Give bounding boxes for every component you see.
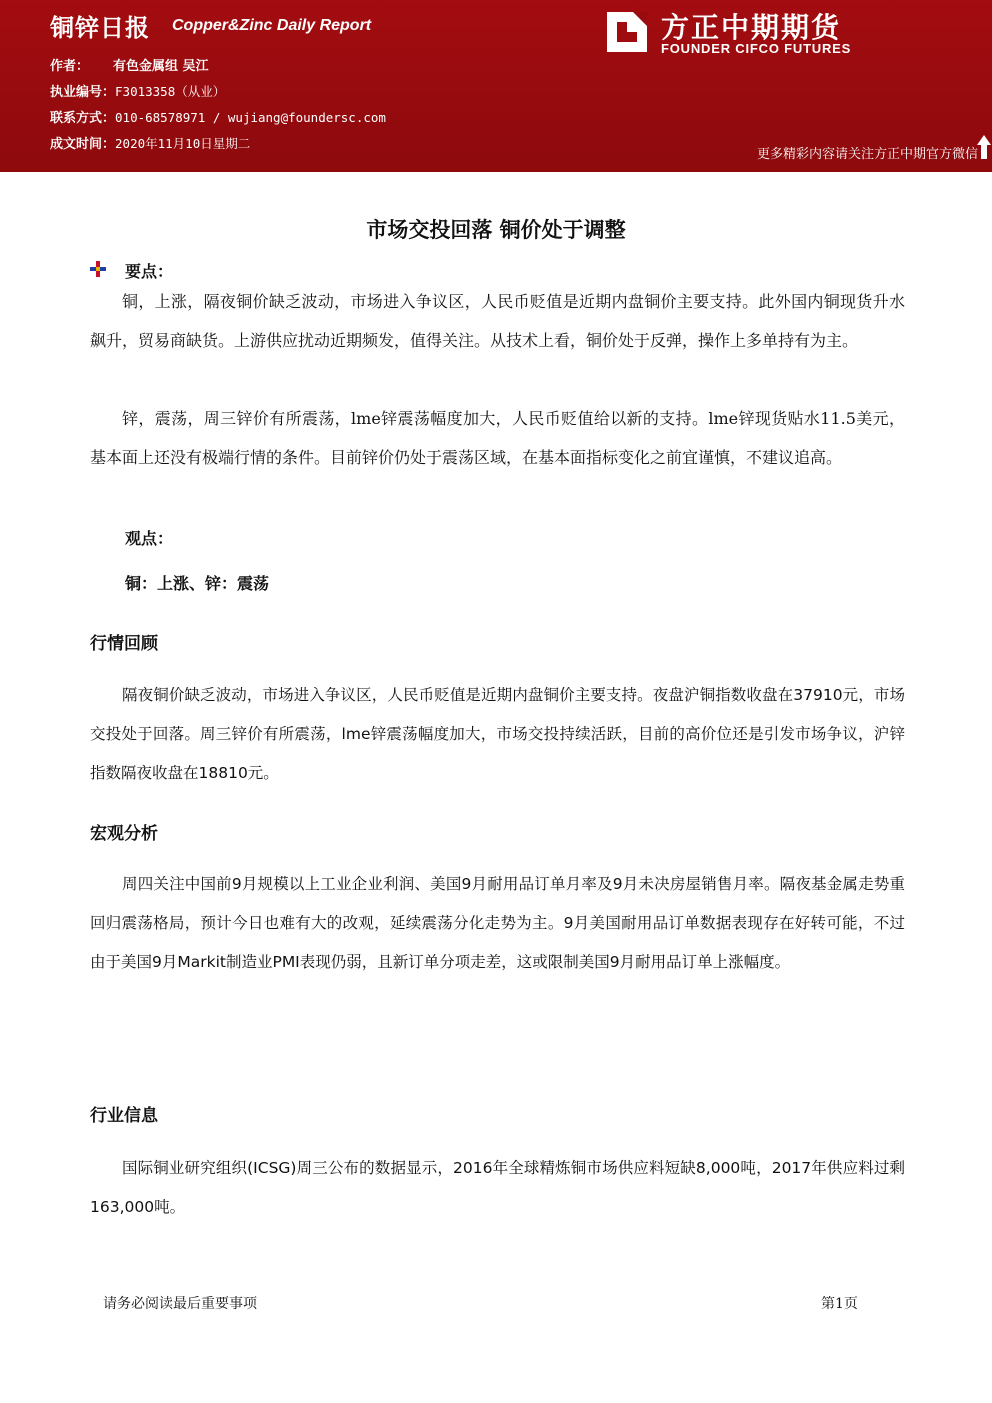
contact-value[interactable]: 010-68578971 / wujiang@foundersc.com xyxy=(115,110,386,125)
date-line xyxy=(50,133,250,152)
license-value: F3013358（从业） xyxy=(115,84,226,99)
report-header xyxy=(0,0,992,172)
logo-text-en: FOUNDER CIFCO FUTURES xyxy=(661,41,852,56)
macro-heading: 宏观分析 xyxy=(90,824,158,844)
contact-line xyxy=(50,107,386,126)
view-label: 观点： xyxy=(125,529,174,548)
key-points-label: 要点： xyxy=(125,262,174,281)
market-review-heading: 行情回顾 xyxy=(90,634,158,654)
author-line xyxy=(50,55,209,74)
bullet-diamond-icon xyxy=(90,261,106,277)
copper-summary: 铜，上涨，隔夜铜价缺乏波动，市场进入争议区，人民币贬值是近期内盘铜价主要支持。此外国内铜现货升水飙升，贸易商缺货。上游供应扰动近期频发，值得关注。从技术上看，铜价处于反弹，操作上多单持有为主。 xyxy=(90,292,905,350)
main-title: 市场交投回落 铜价处于调整 xyxy=(366,218,626,242)
industry-para: 国际铜业研究组织(ICSG)周三公布的数据显示，2016年全球精炼铜市场供应料短缺8,000吨，2017年供应料过剩163,000吨。 xyxy=(90,1159,905,1216)
industry-heading: 行业信息 xyxy=(90,1106,158,1126)
arrow-up-icon xyxy=(976,134,992,160)
zinc-summary: 锌，震荡，周三锌价有所震荡，lme锌震荡幅度加大，人民币贬值给以新的支持。lme锌现货贴水11.5美元，基本面上还没有极端行情的条件。目前锌价仍处于震荡区域，在基本面指标变化之前宜谨慎，不建议追高。 xyxy=(90,409,905,467)
page-number: 第1页 xyxy=(821,1296,858,1312)
license-label: 执业编号： xyxy=(50,85,116,100)
date-value: 2020年11月10日星期二 xyxy=(115,136,251,151)
author-value: 有色金属组 吴江 xyxy=(113,59,209,74)
footer-notice: 请务必阅读最后重要事项 xyxy=(103,1296,257,1312)
contact-label: 联系方式： xyxy=(50,111,116,126)
date-label: 成文时间： xyxy=(50,137,116,152)
report-title-en: Copper&Zinc Daily Report xyxy=(172,17,372,34)
report-title-cn: 铜锌日报 xyxy=(50,14,150,42)
logo-text-cn: 方正中期期货 xyxy=(661,11,842,44)
wechat-note[interactable]: 更多精彩内容请关注方正中期官方微信 xyxy=(756,147,978,162)
macro-para: 周四关注中国前9月规模以上工业企业利润、美国9月耐用品订单月率及9月未决房屋销售月率。隔夜基金属走势重回归震荡格局，预计今日也难有大的改观，延续震荡分化走势为主。9月美国耐用品订单数据表现存在好转可能，不过由于美国9月Markit制造业PMI表现仍弱，且新订单分项走差，这或限制美国9月耐用品订单上涨幅度。 xyxy=(90,875,905,971)
author-label: 作者： xyxy=(50,59,90,74)
license-line xyxy=(50,81,225,100)
founder-logo-icon xyxy=(603,8,651,56)
view-value: 铜：上涨、锌：震荡 xyxy=(125,574,270,593)
market-review-para: 隔夜铜价缺乏波动，市场进入争议区，人民币贬值是近期内盘铜价主要支持。夜盘沪铜指数收盘在37910元，市场交投处于回落。周三锌价有所震荡，lme锌震荡幅度加大，市场交投持续活跃，目前的高价位还是引发市场争议，沪锌指数隔夜收盘在18810元。 xyxy=(90,686,905,782)
